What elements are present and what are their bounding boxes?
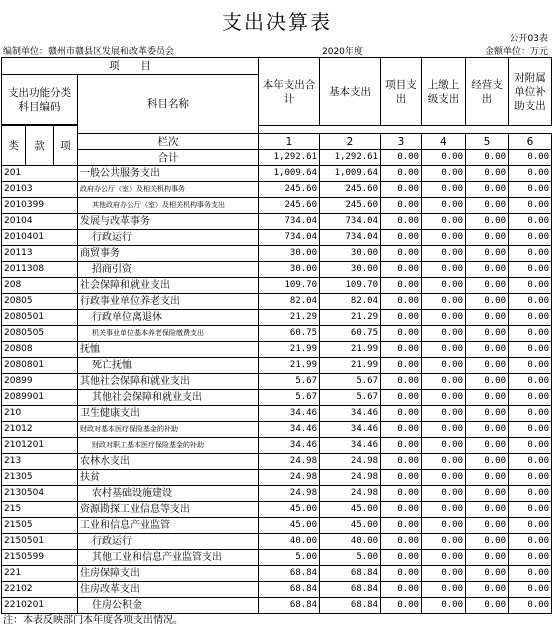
- amount-cell: 0.00: [381, 390, 422, 406]
- amount-cell: 30.00: [259, 246, 320, 262]
- table-row: [2, 294, 552, 310]
- amount-cell: 0.00: [466, 230, 509, 246]
- amount-cell: 0.00: [509, 198, 552, 214]
- amount-cell: 0.00: [509, 214, 552, 230]
- table-row: [2, 278, 552, 294]
- amount-cell: 0.00: [422, 550, 466, 566]
- subject-name-cell: 行政单位离退休: [78, 310, 259, 326]
- func-code-cell: 20808: [2, 342, 78, 358]
- amount-cell: 68.84: [259, 566, 320, 582]
- func-code-cell: 20113: [2, 246, 78, 262]
- func-code-cell: 2150501: [2, 534, 78, 550]
- col-number: 6: [509, 134, 552, 150]
- amount-cell: 0.00: [466, 278, 509, 294]
- amount-cell: 0.00: [466, 582, 509, 598]
- amount-cell: 0.00: [422, 518, 466, 534]
- subject-name-cell: 农林水支出: [78, 454, 259, 470]
- header-subject-name: 科目名称: [78, 75, 259, 134]
- col-number: 4: [422, 134, 466, 150]
- amount-cell: 0.00: [466, 198, 509, 214]
- func-code-cell: 20103: [2, 182, 78, 198]
- subject-name-cell: 商贸事务: [78, 246, 259, 262]
- subject-name-cell: 一般公共服务支出: [78, 166, 259, 182]
- amount-cell: 21.29: [320, 310, 381, 326]
- amount-cell: 0.00: [466, 550, 509, 566]
- amount-cell: 68.84: [259, 598, 320, 614]
- amount-cell: 0.00: [466, 326, 509, 342]
- amount-cell: 24.98: [259, 454, 320, 470]
- page-title: 支出决算表: [222, 10, 332, 34]
- amount-cell: 0.00: [422, 486, 466, 502]
- amount-cell: 245.60: [259, 198, 320, 214]
- header-item: 项 目: [2, 58, 259, 75]
- header-lanci: 栏次: [78, 134, 259, 150]
- func-code-cell: 2130504: [2, 486, 78, 502]
- func-code-cell: 21305: [2, 470, 78, 486]
- amount-cell: 0.00: [509, 566, 552, 582]
- total-cell: 0.00: [381, 150, 422, 166]
- amount-cell: 24.98: [259, 470, 320, 486]
- amount-cell: 0.00: [509, 358, 552, 374]
- amount-cell: 0.00: [381, 518, 422, 534]
- table-row: [2, 454, 552, 470]
- table-row: [2, 566, 552, 582]
- amount-cell: 0.00: [381, 422, 422, 438]
- amount-cell: 30.00: [259, 262, 320, 278]
- amount-cell: 0.00: [466, 358, 509, 374]
- amount-cell: 0.00: [509, 406, 552, 422]
- amount-cell: 0.00: [422, 566, 466, 582]
- amount-cell: 1,009.64: [320, 166, 381, 182]
- amount-cell: 0.00: [466, 374, 509, 390]
- col-number: 3: [381, 134, 422, 150]
- header-subsidiary-subsidy: 对附属单位补助支出: [509, 58, 552, 126]
- table-row: [2, 406, 552, 422]
- amount-cell: 0.00: [422, 230, 466, 246]
- table-row: [2, 582, 552, 598]
- amount-cell: 0.00: [422, 374, 466, 390]
- amount-cell: 0.00: [422, 534, 466, 550]
- subject-name-cell: 其他社会保障和就业支出: [78, 390, 259, 406]
- amount-cell: 30.00: [320, 246, 381, 262]
- total-label: 合计: [78, 150, 259, 166]
- fiscal-year: 2020年度: [322, 47, 363, 57]
- compiling-unit: 编制单位：赣州市赣县区发展和改革委员会: [3, 47, 175, 57]
- subject-name-cell: 住房公积金: [78, 598, 259, 614]
- subject-name-cell: 发展与改革事务: [78, 214, 259, 230]
- amount-cell: 0.00: [422, 598, 466, 614]
- amount-cell: 0.00: [381, 470, 422, 486]
- amount-cell: 45.00: [320, 518, 381, 534]
- amount-cell: 68.84: [320, 566, 381, 582]
- amount-cell: 0.00: [466, 406, 509, 422]
- amount-cell: 0.00: [466, 390, 509, 406]
- amount-cell: 0.00: [422, 358, 466, 374]
- amount-cell: 734.04: [320, 230, 381, 246]
- table-row: [2, 230, 552, 246]
- amount-cell: 5.67: [259, 390, 320, 406]
- table-row: [2, 166, 552, 182]
- func-code-cell: 2080501: [2, 310, 78, 326]
- subject-name-cell: 死亡抚恤: [78, 358, 259, 374]
- amount-cell: 734.04: [320, 214, 381, 230]
- amount-cell: 0.00: [422, 422, 466, 438]
- func-code-cell: 210: [2, 406, 78, 422]
- subject-name-cell: 财政对职工基本医疗保险基金的补助: [78, 438, 259, 454]
- func-code-cell: 215: [2, 502, 78, 518]
- amount-cell: 21.99: [259, 358, 320, 374]
- subject-name-cell: 扶贫: [78, 470, 259, 486]
- header-func-code: 支出功能分类科目编码: [2, 75, 78, 125]
- amount-cell: 45.00: [320, 502, 381, 518]
- subject-name-cell: 其他社会保障和就业支出: [78, 374, 259, 390]
- subject-name-cell: 行政运行: [78, 230, 259, 246]
- amount-cell: 34.46: [259, 438, 320, 454]
- subject-name-cell: 工业和信息产业监管: [78, 518, 259, 534]
- table-row: [2, 502, 552, 518]
- amount-cell: 5.67: [259, 374, 320, 390]
- header-operating-expenditure: 经营支出: [466, 58, 509, 126]
- amount-cell: 0.00: [509, 310, 552, 326]
- amount-cell: 21.99: [320, 342, 381, 358]
- subject-name-cell: 其他工业和信息产业监管支出: [78, 550, 259, 566]
- subject-name-cell: 抚恤: [78, 342, 259, 358]
- col-number: 1: [259, 134, 320, 150]
- amount-cell: 0.00: [422, 246, 466, 262]
- amount-cell: 0.00: [509, 550, 552, 566]
- amount-cell: 0.00: [381, 406, 422, 422]
- amount-cell: 21.99: [259, 342, 320, 358]
- table-row: [2, 422, 552, 438]
- amount-cell: 0.00: [422, 294, 466, 310]
- amount-cell: 45.00: [259, 518, 320, 534]
- subject-name-cell: 其他政府办公厅（室）及相关机构事务支出: [78, 198, 259, 214]
- table-row: [2, 310, 552, 326]
- amount-cell: 0.00: [381, 310, 422, 326]
- amount-cell: 0.00: [466, 438, 509, 454]
- amount-cell: 0.00: [466, 454, 509, 470]
- amount-cell: 0.00: [381, 278, 422, 294]
- amount-cell: 0.00: [466, 566, 509, 582]
- amount-cell: 0.00: [509, 598, 552, 614]
- amount-cell: 30.00: [320, 262, 381, 278]
- amount-cell: 0.00: [422, 390, 466, 406]
- amount-cell: 0.00: [466, 246, 509, 262]
- func-code-cell: 22102: [2, 582, 78, 598]
- func-code-cell: 21505: [2, 518, 78, 534]
- total-cell: 0.00: [509, 150, 552, 166]
- amount-cell: 0.00: [466, 502, 509, 518]
- amount-cell: 0.00: [422, 166, 466, 182]
- amount-cell: 0.00: [466, 422, 509, 438]
- amount-cell: 68.84: [259, 582, 320, 598]
- func-code-cell: 201: [2, 166, 78, 182]
- func-code-cell: 2080801: [2, 358, 78, 374]
- amount-cell: 0.00: [381, 342, 422, 358]
- amount-cell: 0.00: [466, 470, 509, 486]
- func-code-cell: 20805: [2, 294, 78, 310]
- amount-cell: 0.00: [381, 486, 422, 502]
- amount-cell: 0.00: [509, 246, 552, 262]
- amount-cell: 0.00: [509, 518, 552, 534]
- subject-name-cell: 招商引资: [78, 262, 259, 278]
- amount-cell: 34.46: [320, 422, 381, 438]
- amount-cell: 0.00: [422, 262, 466, 278]
- amount-cell: 0.00: [422, 326, 466, 342]
- amount-cell: 0.00: [509, 582, 552, 598]
- amount-cell: 0.00: [381, 566, 422, 582]
- header-xiang: 项: [54, 126, 78, 166]
- table-row: [2, 486, 552, 502]
- table-row: [2, 198, 552, 214]
- amount-cell: 24.98: [320, 486, 381, 502]
- amount-cell: 24.98: [320, 454, 381, 470]
- amount-cell: 0.00: [422, 310, 466, 326]
- func-code-cell: 2080505: [2, 326, 78, 342]
- table-row: [2, 246, 552, 262]
- amount-cell: 5.00: [259, 550, 320, 566]
- amount-cell: 0.00: [381, 454, 422, 470]
- amount-cell: 0.00: [509, 438, 552, 454]
- amount-cell: 0.00: [466, 486, 509, 502]
- subject-name-cell: 农村基础设施建设: [78, 486, 259, 502]
- amount-cell: 0.00: [381, 182, 422, 198]
- amount-cell: 0.00: [381, 262, 422, 278]
- amount-cell: 0.00: [422, 182, 466, 198]
- amount-cell: 0.00: [509, 326, 552, 342]
- func-code-cell: 208: [2, 278, 78, 294]
- table-row: [2, 262, 552, 278]
- amount-cell: 0.00: [422, 502, 466, 518]
- table-row: [2, 182, 552, 198]
- amount-cell: 1,009.64: [259, 166, 320, 182]
- func-code-cell: 20899: [2, 374, 78, 390]
- func-code-cell: 213: [2, 454, 78, 470]
- amount-cell: 45.00: [259, 502, 320, 518]
- amount-cell: 0.00: [422, 198, 466, 214]
- header-lei: 类: [2, 126, 26, 166]
- amount-cell: 0.00: [381, 502, 422, 518]
- amount-cell: 60.75: [259, 326, 320, 342]
- func-code-cell: 2150599: [2, 550, 78, 566]
- func-code-cell: 2101201: [2, 438, 78, 454]
- amount-cell: 0.00: [509, 182, 552, 198]
- header-kuan: 款: [26, 126, 54, 166]
- amount-cell: 24.98: [320, 470, 381, 486]
- amount-cell: 5.67: [320, 374, 381, 390]
- amount-cell: 0.00: [509, 422, 552, 438]
- amount-cell: 0.00: [509, 166, 552, 182]
- amount-cell: 0.00: [381, 198, 422, 214]
- amount-cell: 40.00: [320, 534, 381, 550]
- amount-cell: 0.00: [466, 294, 509, 310]
- expenditure-table: [1, 57, 552, 614]
- subject-name-cell: 机关事业单位基本养老保险缴费支出: [78, 326, 259, 342]
- amount-cell: 0.00: [509, 390, 552, 406]
- amount-cell: 0.00: [509, 294, 552, 310]
- amount-cell: 0.00: [509, 262, 552, 278]
- amount-cell: 0.00: [422, 214, 466, 230]
- subject-name-cell: 社会保障和就业支出: [78, 278, 259, 294]
- col-number: 2: [320, 134, 381, 150]
- table-row: [2, 342, 552, 358]
- subject-name-cell: 资源勘探工业信息等支出: [78, 502, 259, 518]
- table-row: [2, 390, 552, 406]
- amount-cell: 34.46: [320, 406, 381, 422]
- table-row: [2, 518, 552, 534]
- amount-cell: 245.60: [259, 182, 320, 198]
- func-code-cell: 21012: [2, 422, 78, 438]
- amount-cell: 734.04: [259, 214, 320, 230]
- header-basic-expenditure: 基本支出: [320, 58, 381, 126]
- amount-cell: 0.00: [466, 166, 509, 182]
- amount-cell: 0.00: [381, 374, 422, 390]
- amount-cell: 0.00: [466, 518, 509, 534]
- subject-name-cell: 政府办公厅（室）及相关机构事务: [78, 182, 259, 198]
- amount-cell: 34.46: [320, 438, 381, 454]
- amount-cell: 0.00: [381, 214, 422, 230]
- subject-name-cell: 住房保障支出: [78, 566, 259, 582]
- amount-cell: 0.00: [422, 582, 466, 598]
- header-project-expenditure: 项目支出: [381, 58, 422, 126]
- table-row: [2, 470, 552, 486]
- amount-cell: 0.00: [509, 534, 552, 550]
- amount-cell: 24.98: [259, 486, 320, 502]
- amount-cell: 0.00: [509, 502, 552, 518]
- func-code-cell: 2010399: [2, 198, 78, 214]
- subject-name-cell: 卫生健康支出: [78, 406, 259, 422]
- total-cell: 1,292.61: [259, 150, 320, 166]
- amount-cell: 0.00: [466, 342, 509, 358]
- amount-cell: 0.00: [381, 294, 422, 310]
- func-code-cell: 2089901: [2, 390, 78, 406]
- amount-cell: 734.04: [259, 230, 320, 246]
- func-code-cell: 2010401: [2, 230, 78, 246]
- amount-cell: 5.00: [320, 550, 381, 566]
- amount-cell: 60.75: [320, 326, 381, 342]
- amount-cell: 5.67: [320, 390, 381, 406]
- table-row: [2, 326, 552, 342]
- amount-cell: 0.00: [509, 230, 552, 246]
- amount-cell: 21.29: [259, 310, 320, 326]
- amount-cell: 82.04: [259, 294, 320, 310]
- amount-cell: 0.00: [422, 342, 466, 358]
- table-row: [2, 534, 552, 550]
- func-code-cell: 221: [2, 566, 78, 582]
- total-cell: 0.00: [422, 150, 466, 166]
- amount-cell: 0.00: [381, 166, 422, 182]
- amount-cell: 0.00: [381, 598, 422, 614]
- col-number: 5: [466, 134, 509, 150]
- amount-cell: 68.84: [320, 598, 381, 614]
- amount-cell: 0.00: [381, 550, 422, 566]
- total-cell: 1,292.61: [320, 150, 381, 166]
- subject-name-cell: 财政对基本医疗保险基金的补助: [78, 422, 259, 438]
- amount-cell: 245.60: [320, 198, 381, 214]
- amount-cell: 0.00: [422, 278, 466, 294]
- amount-cell: 0.00: [509, 454, 552, 470]
- amount-cell: 0.00: [381, 534, 422, 550]
- amount-cell: 0.00: [381, 326, 422, 342]
- amount-cell: 0.00: [381, 230, 422, 246]
- amount-cell: 245.60: [320, 182, 381, 198]
- amount-cell: 40.00: [259, 534, 320, 550]
- subject-name-cell: 行政事业单位养老支出: [78, 294, 259, 310]
- amount-cell: 21.99: [320, 358, 381, 374]
- amount-cell: 0.00: [509, 278, 552, 294]
- header-remit-superior: 上缴上级支出: [422, 58, 466, 126]
- table-note: 注：本表反映部门本年度各项支出情况。: [3, 615, 183, 626]
- amount-cell: 0.00: [422, 406, 466, 422]
- func-code-cell: 20104: [2, 214, 78, 230]
- amount-cell: 0.00: [509, 470, 552, 486]
- amount-cell: 0.00: [422, 438, 466, 454]
- amount-cell: 0.00: [509, 342, 552, 358]
- amount-cell: 109.70: [259, 278, 320, 294]
- amount-cell: 0.00: [466, 598, 509, 614]
- amount-cell: 0.00: [466, 262, 509, 278]
- amount-cell: 109.70: [320, 278, 381, 294]
- amount-cell: 0.00: [381, 246, 422, 262]
- total-cell: 0.00: [466, 150, 509, 166]
- amount-cell: 0.00: [509, 486, 552, 502]
- amount-cell: 0.00: [381, 438, 422, 454]
- amount-cell: 0.00: [422, 454, 466, 470]
- amount-cell: 0.00: [422, 470, 466, 486]
- table-row: [2, 358, 552, 374]
- table-row: [2, 550, 552, 566]
- subject-name-cell: 住房改革支出: [78, 582, 259, 598]
- amount-unit: 金额单位：万元: [484, 47, 548, 57]
- amount-cell: 0.00: [466, 182, 509, 198]
- header-total-expenditure: 本年支出合计: [259, 58, 320, 126]
- func-code-cell: 2210201: [2, 598, 78, 614]
- amount-cell: 0.00: [466, 214, 509, 230]
- amount-cell: 0.00: [381, 582, 422, 598]
- table-row: [2, 374, 552, 390]
- amount-cell: 0.00: [509, 374, 552, 390]
- amount-cell: 34.46: [259, 422, 320, 438]
- amount-cell: 68.84: [320, 582, 381, 598]
- amount-cell: 0.00: [381, 358, 422, 374]
- amount-cell: 82.04: [320, 294, 381, 310]
- table-row: [2, 214, 552, 230]
- amount-cell: 0.00: [466, 534, 509, 550]
- amount-cell: 34.46: [259, 406, 320, 422]
- table-row: [2, 438, 552, 454]
- form-code: 公开03表: [509, 34, 548, 44]
- amount-cell: 0.00: [466, 310, 509, 326]
- func-code-cell: 2011308: [2, 262, 78, 278]
- subject-name-cell: 行政运行: [78, 534, 259, 550]
